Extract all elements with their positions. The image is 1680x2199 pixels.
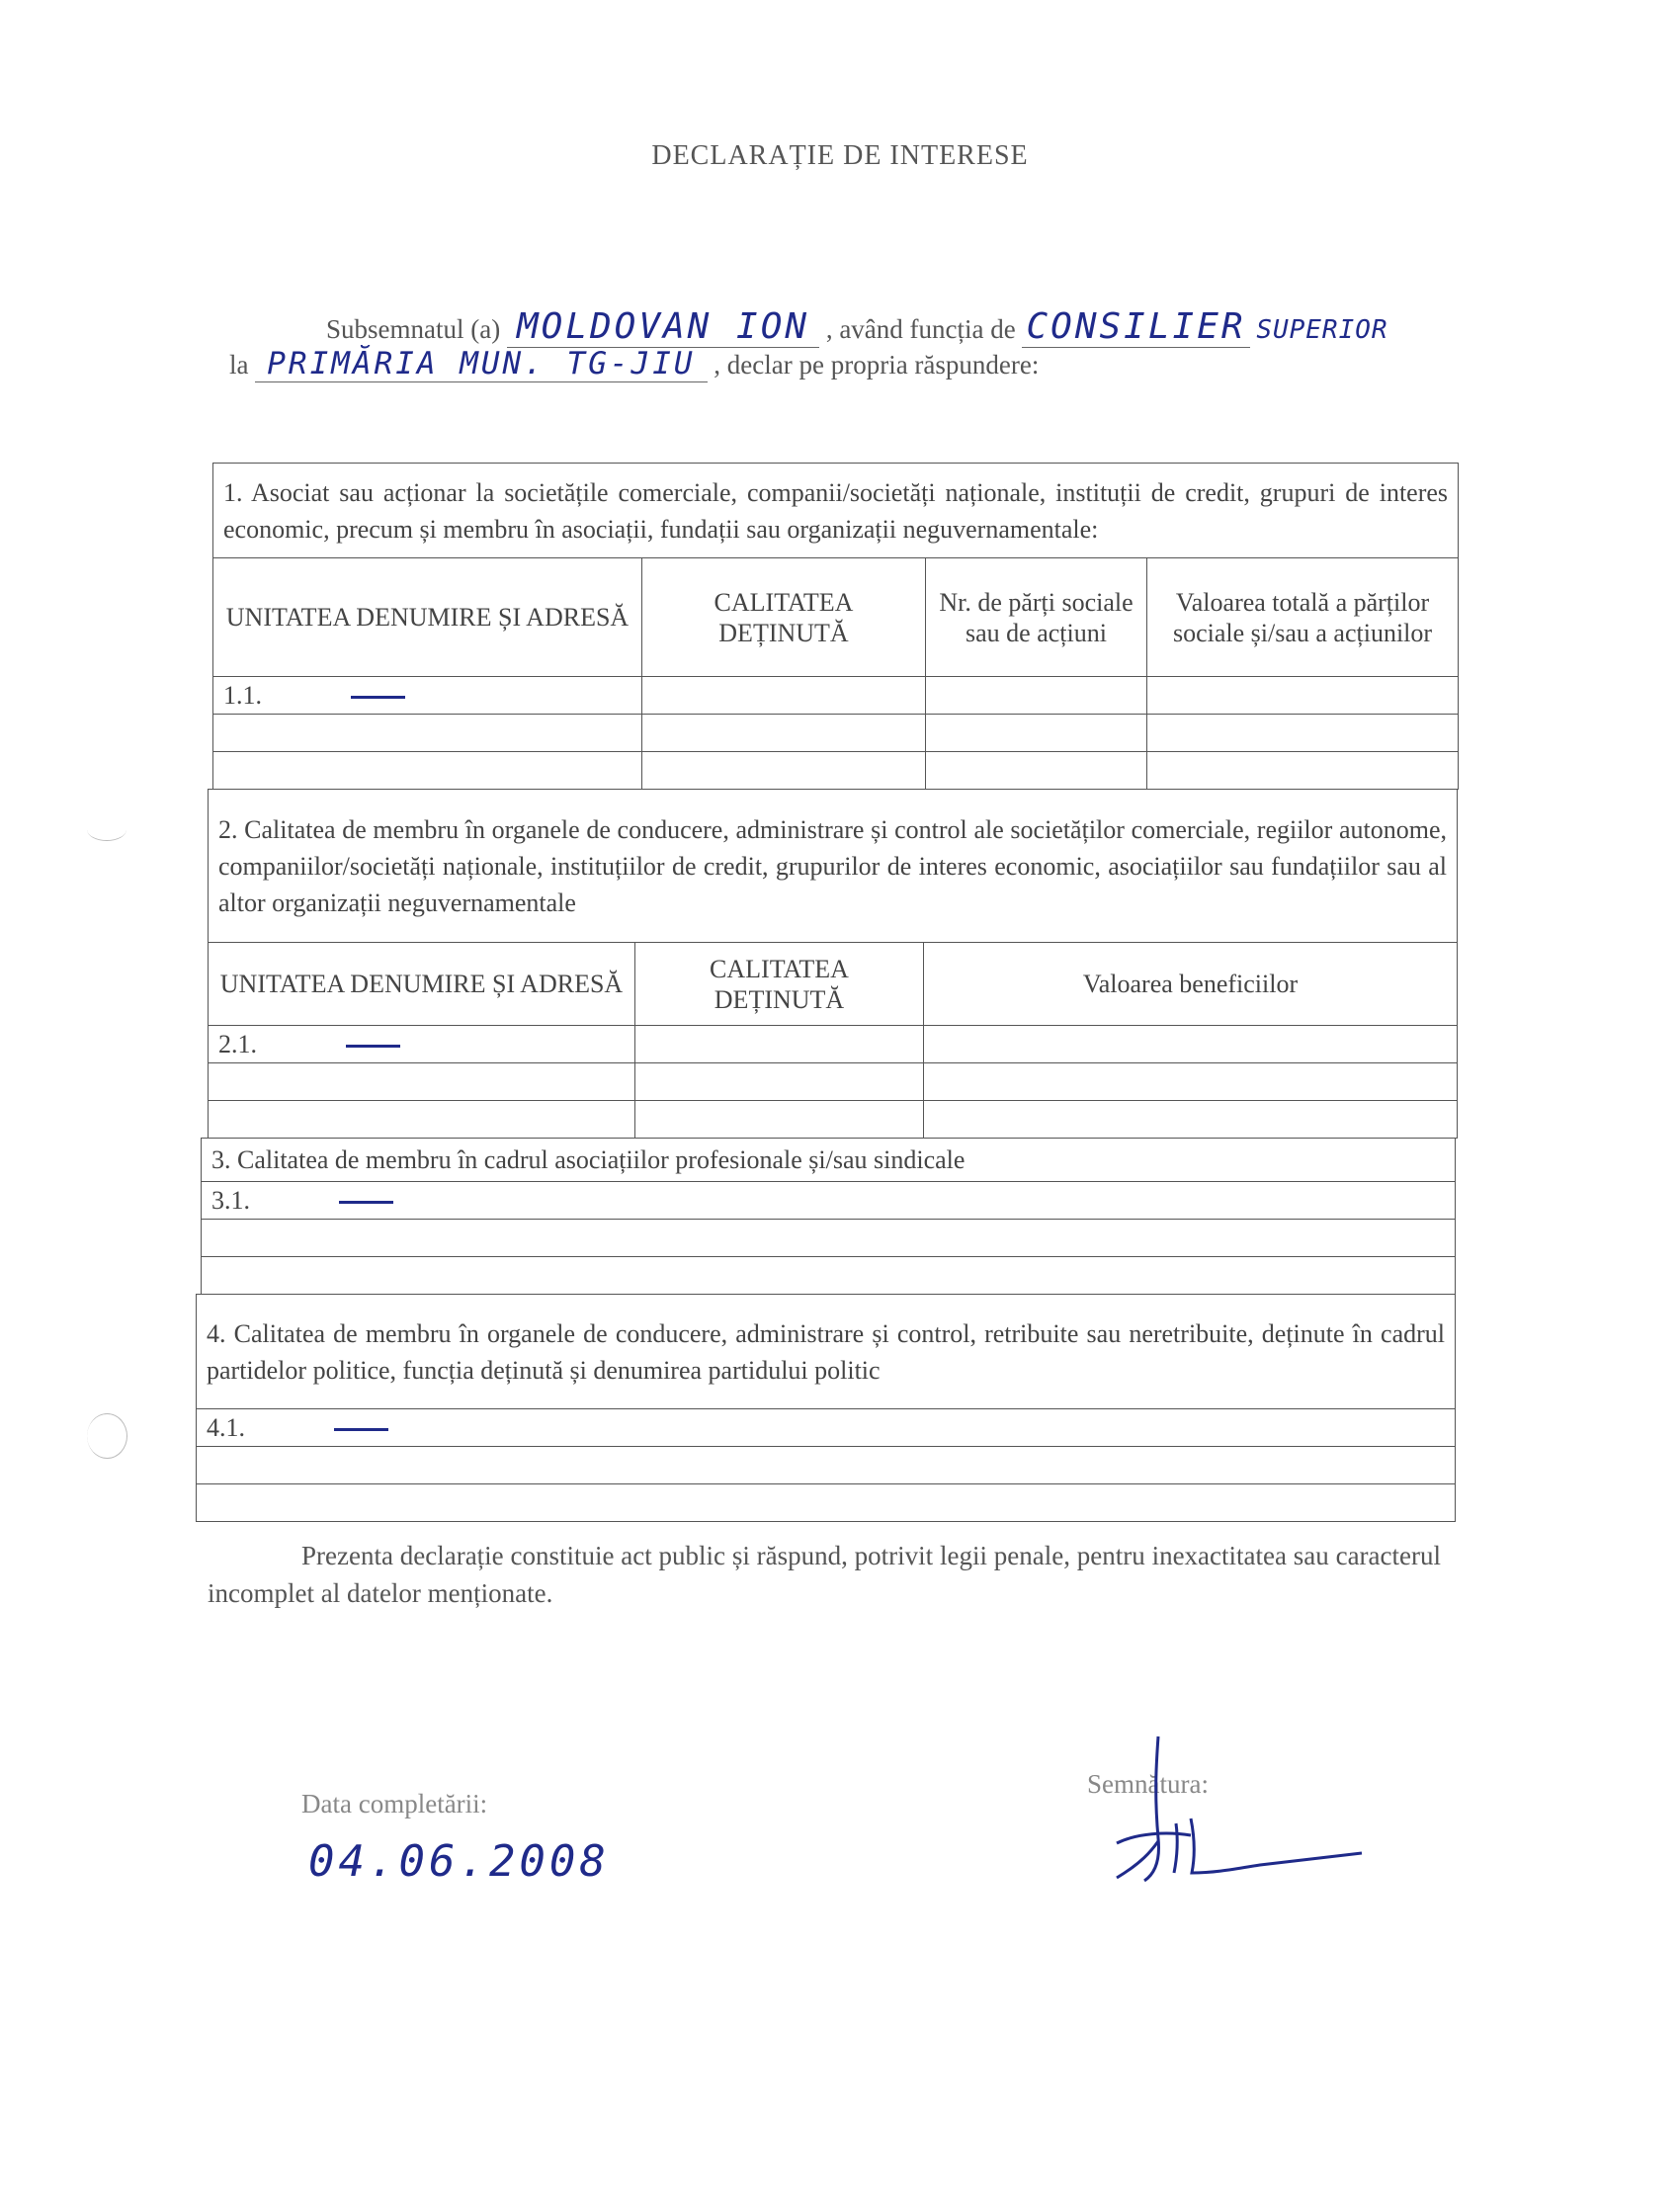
function-label: , având funcția de: [825, 314, 1016, 344]
declarant-function-extra: SUPERIOR: [1256, 315, 1388, 345]
col-valoarea-beneficiilor: Valoarea beneficiilor: [924, 943, 1458, 1026]
section-4-heading: 4. Calitatea de membru în organele de conducere, administrare și control, retribuite sau neretribuite, deținute în cadrul partidelor politice, funcția deținută și denumirea partidului politic: [197, 1295, 1456, 1409]
date-label: Data completării:: [301, 1789, 488, 1818]
row-4-1: [197, 1409, 1456, 1447]
col-nr-parti: Nr. de părți sociale sau de acțiuni: [926, 558, 1147, 677]
empty-dash-mark: [351, 696, 405, 699]
section-1-table: [212, 463, 1459, 790]
punch-hole-top: [87, 818, 126, 841]
row-1-1: [213, 677, 642, 715]
signature-mark: [1097, 1725, 1374, 1893]
row-3-1-label: 3.1.: [211, 1185, 250, 1215]
col-unitatea-2: UNITATEA DENUMIRE ȘI ADRESĂ: [209, 943, 635, 1026]
institution-name: PRIMĂRIA MUN. TG-JIU: [255, 346, 707, 382]
row-3-1: [202, 1182, 1456, 1220]
col-valoarea: Valoarea totală a părților sociale și/sau a acțiunilor: [1147, 558, 1459, 677]
row-2-1: [209, 1026, 635, 1063]
subsemnatul-label: Subsemnatul (a): [326, 314, 501, 344]
declarant-name: MOLDOVAN ION: [507, 306, 819, 348]
intro-line-2: [229, 346, 1514, 395]
section-2-table: [208, 789, 1458, 1139]
empty-dash-mark: [346, 1045, 400, 1048]
col-unitatea: UNITATEA DENUMIRE ȘI ADRESĂ: [213, 558, 642, 677]
footer-statement: Prezenta declarație constituie act public și răspund, potrivit legii penale, pentru inexactitatea sau caracterul incomplet al datelor menționate.: [208, 1541, 1441, 1608]
row-4-1-label: 4.1.: [207, 1412, 245, 1442]
empty-dash-mark: [334, 1428, 388, 1431]
signature-label: Semnătura:: [1087, 1769, 1209, 1799]
col-calitatea: CALITATEA DEȚINUTĂ: [642, 558, 926, 677]
date-value: 04.06.2008: [308, 1836, 610, 1887]
page-title: DECLARAȚIE DE INTERESE: [651, 140, 1029, 171]
section-3-table: [201, 1138, 1456, 1295]
col-calitatea-2: CALITATEA DEȚINUTĂ: [635, 943, 924, 1026]
section-1-heading: 1. Asociat sau acționar la societățile comerciale, companii/societăți naționale, instituții de credit, grupuri de interes economic, precum și membru în asociații, fundații sau organizații neguvernamentale:: [213, 464, 1459, 558]
la-label: la: [229, 350, 249, 380]
section-2-heading: 2. Calitatea de membru în organele de conducere, administrare și control ale societăților comerciale, regiilor autonome, companiilor/societăți naționale, instituțiilor de credit, grupurilor de interes economic, asociațiilor sau fundațiilor sau al altor organizații neguvernamentale: [209, 790, 1458, 943]
empty-dash-mark: [339, 1201, 393, 1204]
row-1-1-label: 1.1.: [223, 680, 262, 710]
section-3-heading: 3. Calitatea de membru în cadrul asociațiilor profesionale și/sau sindicale: [202, 1139, 1456, 1182]
declar-label: , declar pe propria răspundere:: [714, 350, 1040, 380]
punch-hole-bottom: [87, 1413, 127, 1459]
section-4-table: [196, 1294, 1456, 1522]
declarant-function: CONSILIER: [1022, 306, 1249, 348]
row-2-1-label: 2.1.: [218, 1029, 257, 1058]
